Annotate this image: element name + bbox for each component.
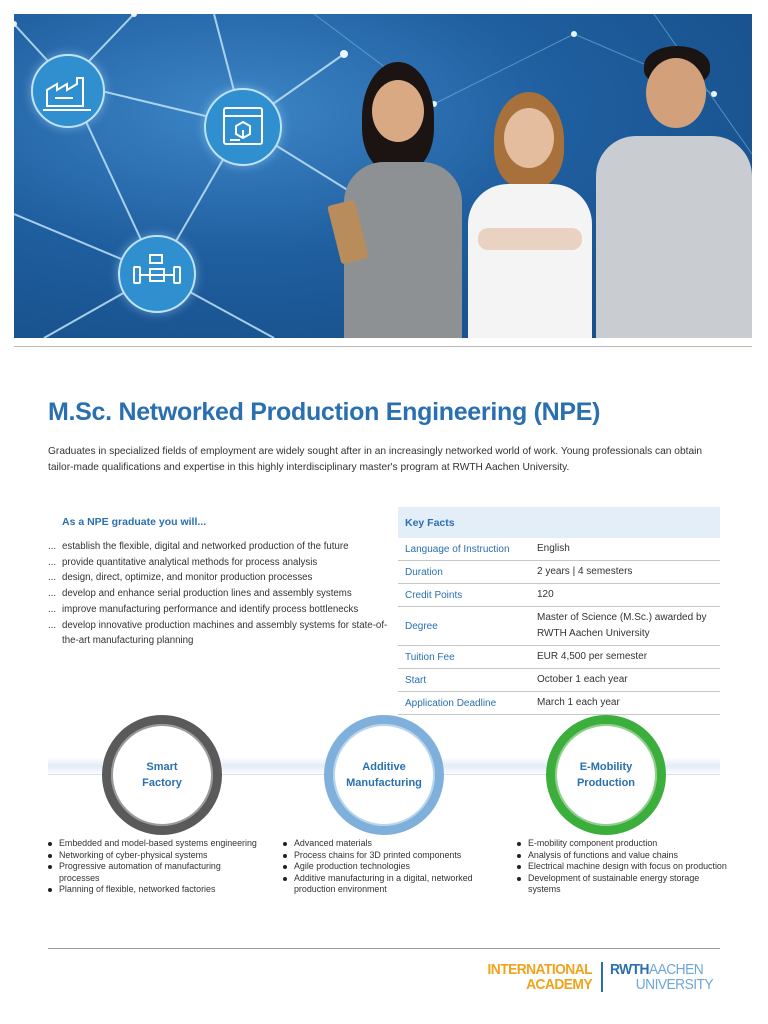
table-row: Tuition Fee EUR 4,500 per semester bbox=[398, 646, 720, 669]
list-item: Planning of flexible, networked factories bbox=[48, 884, 260, 896]
list-item: Agile production technologies bbox=[283, 861, 495, 873]
list-item: Embedded and model-based systems engineering bbox=[48, 838, 260, 850]
bottom-divider bbox=[48, 948, 720, 949]
e-mobility-list bbox=[517, 838, 729, 896]
list-item: ... improve manufacturing performance and identify process bottlenecks bbox=[48, 603, 359, 615]
3d-printer-icon bbox=[204, 88, 282, 166]
rwth-aachen-logo: RWTHAACHEN UNIVERSITY bbox=[610, 961, 714, 993]
list-item: Progressive automation of manufacturing processes bbox=[48, 861, 260, 884]
additive-manufacturing-list bbox=[283, 838, 495, 896]
key-facts-table bbox=[398, 507, 720, 715]
focus-e-mobility-production: E-Mobility Production bbox=[546, 715, 666, 835]
graduate-heading: As a NPE graduate you will... bbox=[62, 516, 207, 528]
list-item: ... establish the flexible, digital and networked production of the future bbox=[48, 541, 349, 552]
student-left bbox=[334, 62, 474, 338]
logo-separator bbox=[601, 962, 603, 992]
intro-paragraph: Graduates in specialized fields of employment are widely sought after in an increasingly networked world of work. Young professionals can obtain tailor-made qualifications and expertise in this highly interdisciplinary master's program at RWTH Aachen University. bbox=[48, 446, 703, 473]
list-item: ... design, direct, optimize, and monitor production processes bbox=[48, 572, 313, 584]
list-item: Development of sustainable energy storage systems bbox=[517, 873, 729, 896]
top-divider bbox=[14, 346, 752, 347]
list-item: ... provide quantitative analytical methods for process analysis bbox=[48, 556, 318, 568]
factory-icon bbox=[31, 54, 105, 128]
key-facts-heading: Key Facts bbox=[398, 507, 720, 538]
list-item: Process chains for 3D printed components bbox=[283, 850, 495, 862]
table-row: Start October 1 each year bbox=[398, 669, 720, 692]
table-row: Credit Points 120 bbox=[398, 584, 720, 607]
list-item: E-mobility component production bbox=[517, 838, 729, 850]
student-middle bbox=[454, 92, 604, 338]
list-item: Electrical machine design with focus on production bbox=[517, 861, 729, 873]
list-item: ... develop innovative production machines and assembly systems for state-of-the-art manufacturing planning bbox=[48, 619, 388, 647]
page-title: M.Sc. Networked Production Engineering (NPE) bbox=[48, 398, 601, 426]
list-item: Additive manufacturing in a digital, networked production environment bbox=[283, 873, 495, 896]
international-academy-logo: INTERNATIONAL ACADEMY bbox=[487, 961, 592, 993]
smart-factory-list bbox=[48, 838, 260, 896]
table-row: Degree Master of Science (M.Sc.) awarded by RWTH Aachen University bbox=[398, 607, 720, 646]
hero-image bbox=[14, 14, 752, 338]
ev-chassis-icon bbox=[118, 235, 196, 313]
table-row: Application Deadline March 1 each year bbox=[398, 692, 720, 715]
graduate-list bbox=[48, 539, 388, 649]
focus-additive-manufacturing: Additive Manufacturing bbox=[324, 715, 444, 835]
list-item: Analysis of functions and value chains bbox=[517, 850, 729, 862]
list-item: ... develop and enhance serial production lines and assembly systems bbox=[48, 588, 352, 600]
list-item: Networking of cyber-physical systems bbox=[48, 850, 260, 862]
list-item: Advanced materials bbox=[283, 838, 495, 850]
student-right bbox=[594, 46, 752, 338]
table-row: Duration 2 years | 4 semesters bbox=[398, 561, 720, 584]
table-row: Language of Instruction English bbox=[398, 538, 720, 561]
focus-smart-factory: Smart Factory bbox=[102, 715, 222, 835]
